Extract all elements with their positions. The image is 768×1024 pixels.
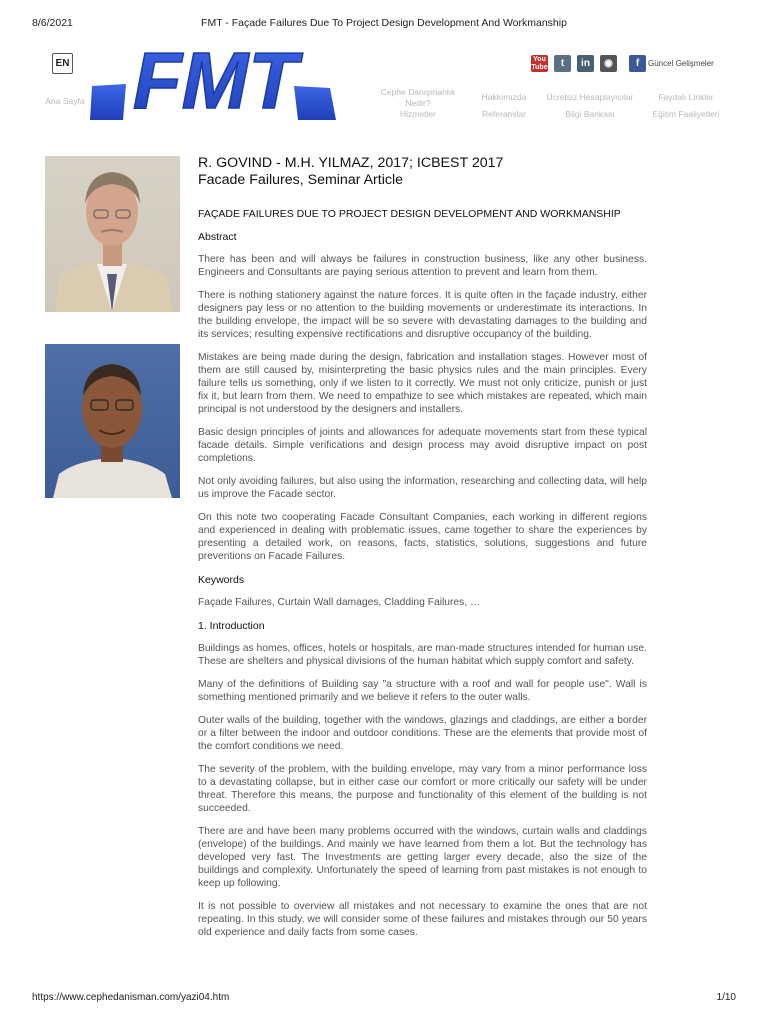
instagram-icon[interactable]: ◉ [600,55,617,72]
nav-what-is[interactable]: Cephe Danışmanlık Nedir? [380,87,456,108]
intro-paragraph: There are and have been many problems occurred with the windows, curtain walls and claddings (envelope) of the buildings. And mainly we have learned from them a lot. But the technology has developed very fast. The Investments are getting larger every decade, also the size of the buildings and complexity. Unfortunately the speed of learning from past mistakes is not enough to keep up following. [198,826,647,889]
intro-paragraph: Outer walls of the building, together with the windows, glazings and claddings, are either a border or a filter between the indoor and outdoor conditions. These are the elements that provide most of the comfort conditions we need. [198,715,647,752]
intro-paragraph: Many of the definitions of Building say "a structure with a roof and wall for people use". Wall is something mentioned primarily and we believe it refers to the outer walls. [198,679,647,703]
keywords-list: Façade Failures, Curtain Wall damages, Cladding Failures, … [198,597,481,608]
intro-paragraph: Buildings as homes, offices, hotels or hospitals, are man-made structures intended for human use. These are shelters and physical divisions of the human habitat which supply comfort and safety. [198,643,647,667]
nav-references[interactable]: Referanslar [482,109,526,119]
author-photo-yilmaz [45,344,180,498]
article-subtitle: FAÇADE FAILURES DUE TO PROJECT DESIGN DEVELOPMENT AND WORKMANSHIP [198,208,621,220]
fmt-logo[interactable] [90,38,340,120]
linkedin-icon[interactable]: in [577,55,594,72]
page-number: 1/10 [716,992,736,1003]
nav-calculators[interactable]: Ücretsiz Hesaplayıcılar [546,92,634,102]
intro-paragraph: The severity of the problem, with the building envelope, may vary from a minor performance loss to a devastating collapse, but in either case our comfort or more critically our safety will be under threat. Therefore this means, the purpose and functionality of this element of the building is not succeeded. [198,764,647,814]
abstract-paragraph: Mistakes are being made during the design, fabrication and installation stages. However most of them are still caused by, misinterpreting the basic physics rules and the main principles. Every failure tells us something, only if we listen to it correctly. We must not only criticize, punish or just fix it, but learn from them. We need to empathize to see which mistakes are repeated, which main principal is not understood by the designers and installers. [198,352,647,415]
language-button[interactable]: EN [52,53,73,74]
abstract-paragraph: There is nothing stationery against the nature forces. It is quite often in the façade industry, either designers pay less or no attention to the building movements or underestimate its interactions. In the building envelope, the impact will be so severe with devastating damages to the building and its services; resulting expensive rectifications and disruptive occupancy of the building. [198,290,647,340]
twitter-icon[interactable]: t [554,55,571,72]
abstract-paragraph: On this note two cooperating Facade Consultant Companies, each working in different regions and experienced in dealing with problematic issues, came together to share the experiences by presenting a detailed work, on reasons, facts, statistics, solutions, suggestions and future preventions on Facade Failures. [198,512,647,562]
abstract-title: Abstract [198,231,237,243]
nav-home[interactable]: Ana Sayfa [45,96,85,106]
abstract-paragraph: Not only avoiding failures, but also using the information, researching and collecting data, will help us improve the Facade sector. [198,476,647,500]
print-title: FMT - Façade Failures Due To Project Design Development And Workmanship [201,17,567,29]
abstract-paragraph: There has been and will always be failures in construction business, like any other business. Engineers and Consultants are paying serious attention to prevent and learn from them. [198,254,647,278]
print-url: https://www.cephedanisman.com/yazi04.htm [32,992,230,1003]
nav-knowledge[interactable]: Bilgi Bankası [565,109,615,119]
article-content [198,155,647,949]
youtube-icon[interactable]: You Tube [531,56,548,71]
nav-services[interactable]: Hizmetler [400,109,436,119]
intro-paragraph: It is not possible to overview all mistakes and not necessary to examine the ones that are not repeating. In this study, we will consider some of these failures and mistakes through our 50 years old experience and daily facts from some cases. [198,901,647,938]
nav-about[interactable]: Hakkımızda [481,92,527,102]
print-date: 8/6/2021 [32,17,73,29]
article-heading: R. GOVIND - M.H. YILMAZ, 2017; ICBEST 2017 [198,155,504,171]
logo-text: FMT [132,38,298,120]
facebook-icon[interactable]: f [629,55,646,72]
introduction-title: 1. Introduction [198,620,265,632]
nav-training[interactable]: Eğitim Faaliyetleri [652,109,720,119]
nav-links[interactable]: Faydalı Linkler [658,92,714,102]
abstract-paragraph: Basic design principles of joints and allowances for adequate movements start from these typical facade details. Simple verifications and design process may avoid disruptive impact on post completions. [198,427,647,464]
print-header [0,17,768,31]
author-photo-govind [45,156,180,312]
keywords-title: Keywords [198,574,245,586]
article-heading-sub: Facade Failures, Seminar Article [198,172,404,188]
social-label[interactable]: Güncel Gelişmeler [648,59,714,68]
